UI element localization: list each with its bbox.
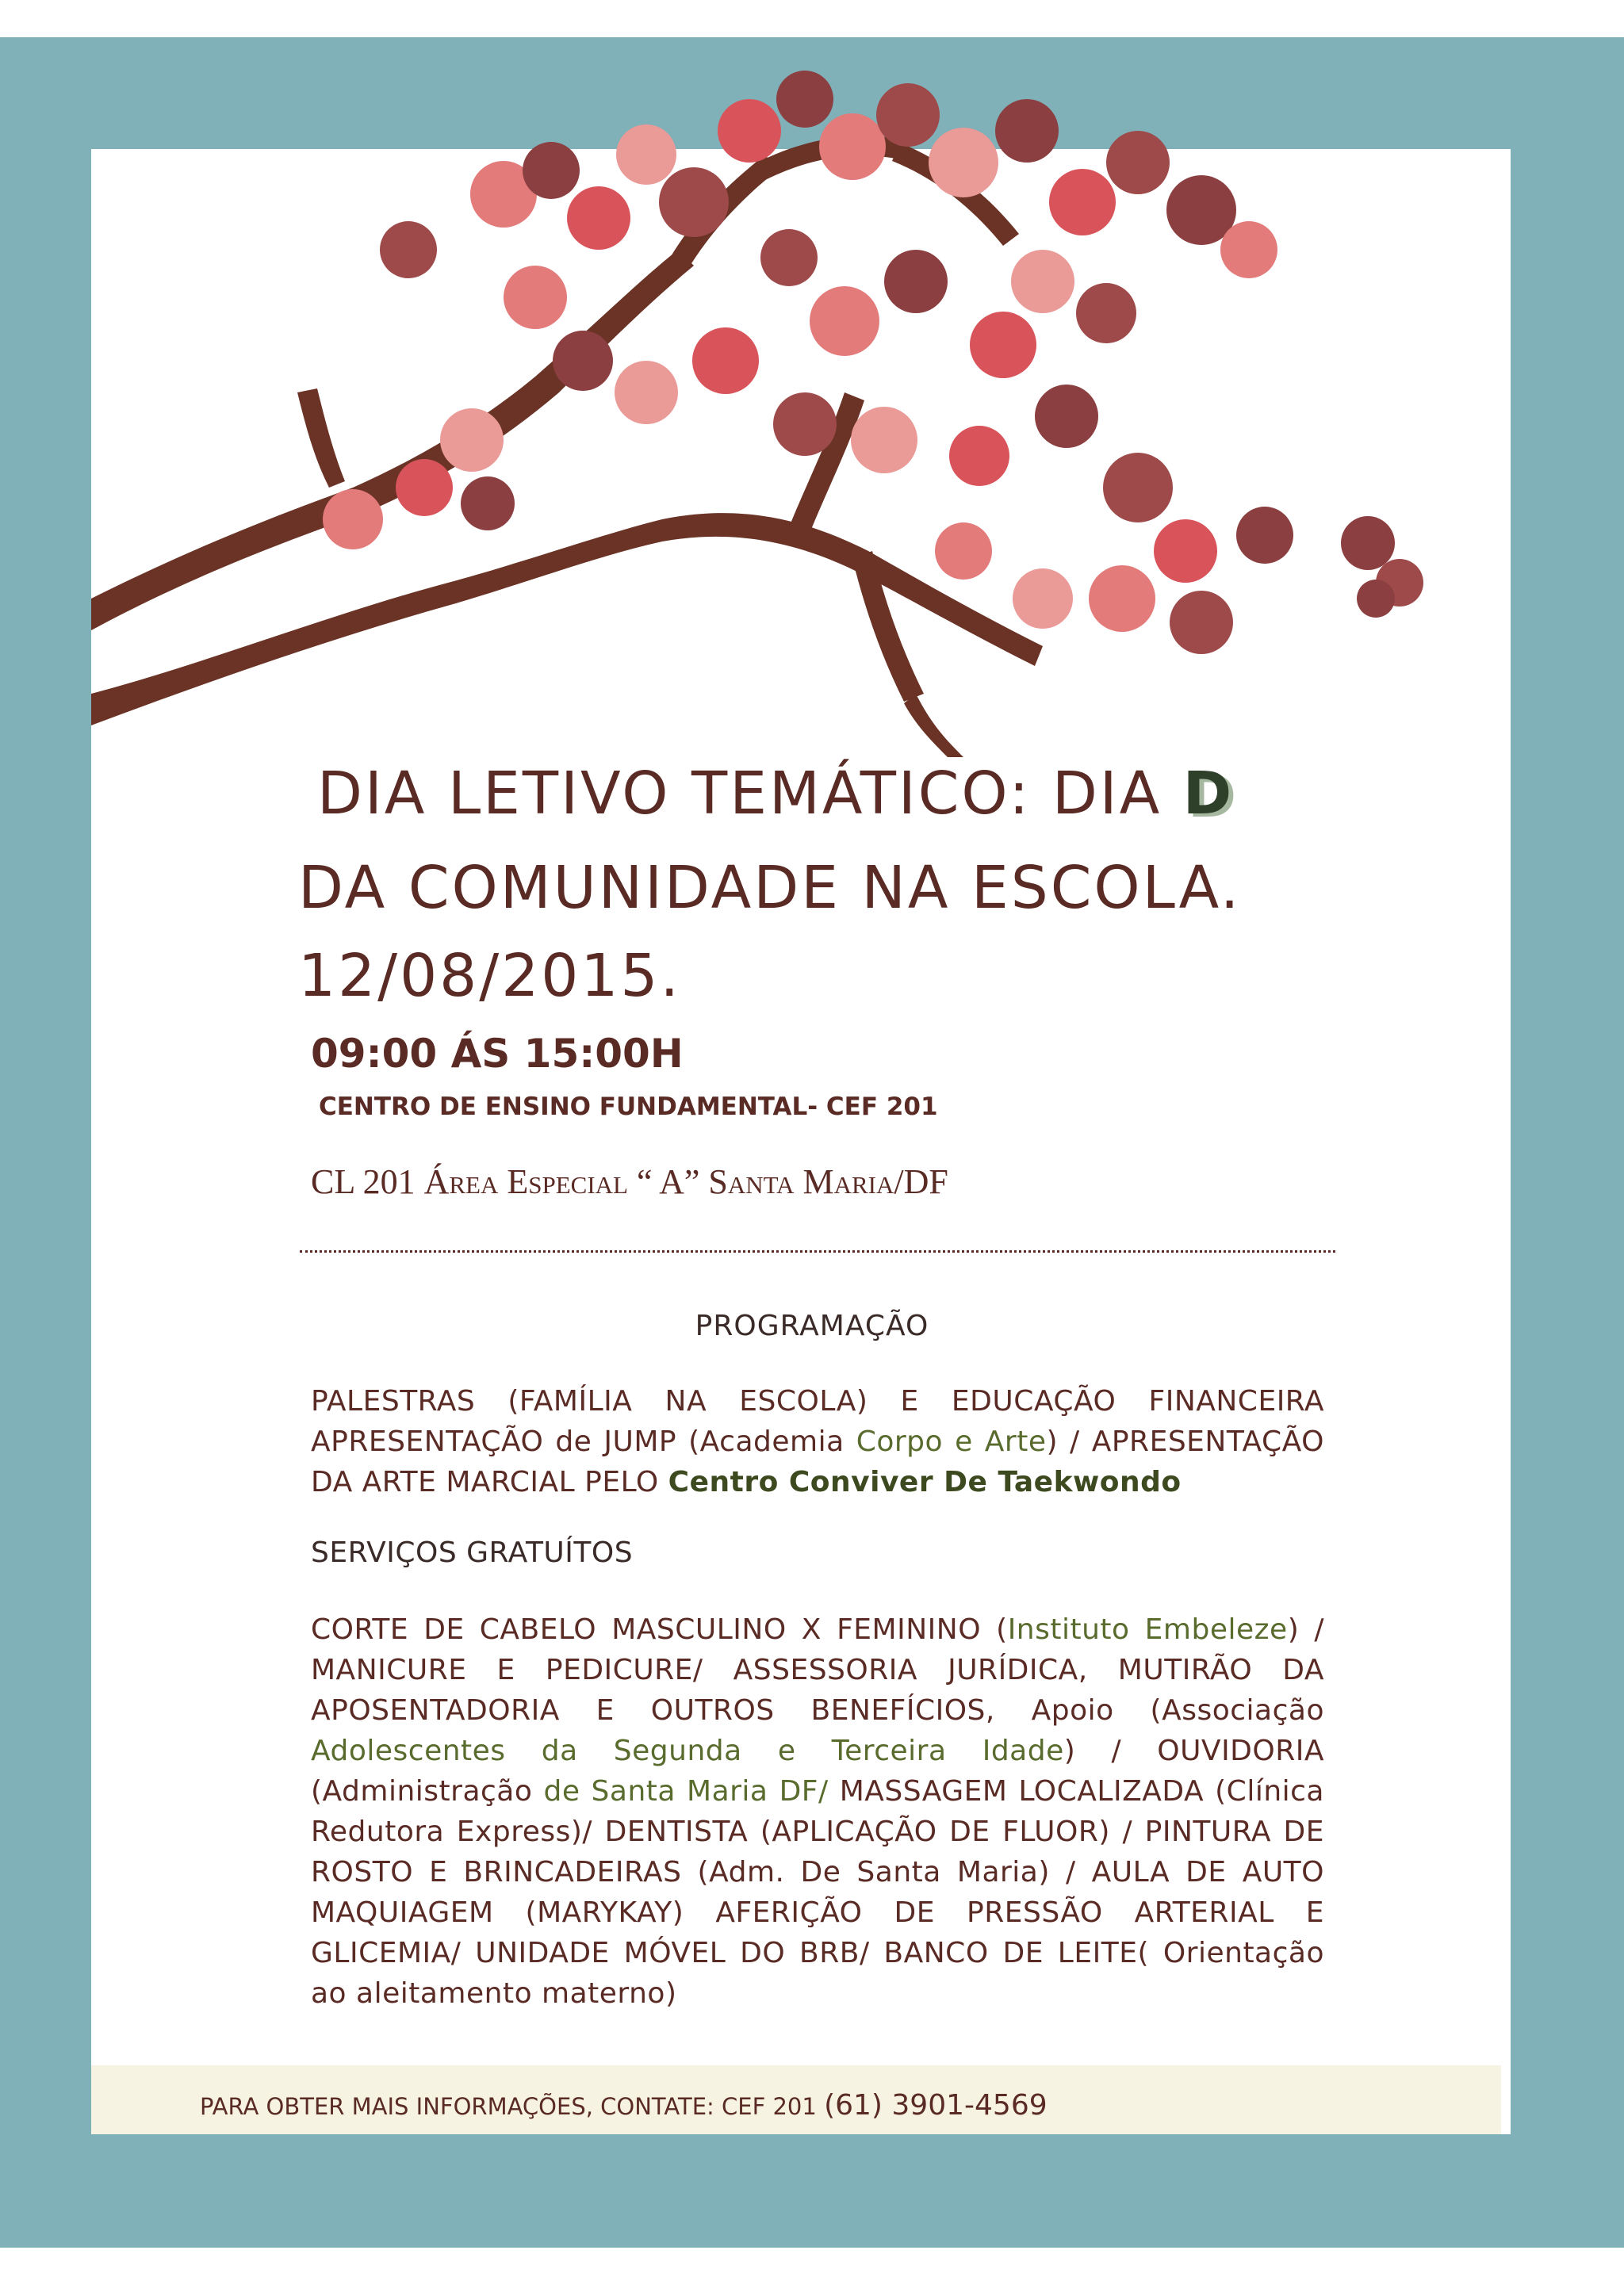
title-text: DIA LETIVO TEMÁTICO: DIA (317, 760, 1183, 828)
footer-contact (200, 2089, 1048, 2122)
servicos-text-part: ) / MANICURE E PEDICURE/ ASSESSORIA JURÍDICA, MUTIRÃO DA APOSENTADORIA E OUTROS BENEFÍCIOS, Apoio (Associação (311, 1613, 1324, 1727)
title-big-letter: D (1182, 760, 1232, 828)
association-name: Adolescentes da Segunda e Terceira Idade (311, 1735, 1064, 1767)
programacao-text-part: PALESTRAS (FAMÍLIA NA ESCOLA) E EDUCAÇÃO FINANCEIRA APRESENTAÇÃO de JUMP (Academia (311, 1385, 1324, 1458)
dotted-divider (300, 1250, 1335, 1253)
event-time: 09:00 ÁS 15:00H (311, 1031, 684, 1077)
poster-title-line-2: DA COMUNIDADE NA ESCOLA. (298, 854, 1242, 922)
programacao-heading: PROGRAMAÇÃO (695, 1310, 929, 1342)
institute-name: Instituto Embeleze (1007, 1613, 1288, 1646)
administration-name: de Santa Maria DF/ (543, 1775, 829, 1808)
servicos-text-part: CORTE DE CABELO MASCULINO X FEMININO ( (311, 1613, 1008, 1646)
taekwondo-center-name: Centro Conviver De Taekwondo (668, 1466, 1182, 1498)
servicos-text (311, 1609, 1324, 2014)
servicos-text-part: ) / OUVIDORIA (Administração (311, 1735, 1324, 1808)
school-name: CENTRO DE ENSINO FUNDAMENTAL- CEF 201 (319, 1093, 938, 1121)
poster-date: 12/08/2015. (298, 942, 682, 1010)
academy-name: Corpo e Arte (856, 1425, 1047, 1458)
programacao-text (311, 1381, 1324, 1502)
servicos-heading: SERVIÇOS GRATUÍTOS (311, 1536, 634, 1569)
programacao-text-part: ) / APRESENTAÇÃO DA ARTE MARCIAL PELO (311, 1425, 1324, 1498)
blossom-branch-illustration (91, 44, 1439, 757)
servicos-text-part: MASSAGEM LOCALIZADA (Clínica Redutora Express)/ DENTISTA (APLICAÇÃO DE FLUOR) / PINTURA DE ROSTO E BRINCADEIRAS (Adm. De Santa Maria) / AULA DE AUTO MAQUIAGEM (MARYKAY) AFERIÇÃO DE PRESSÃO ARTERIAL E GLICEMIA/ UNIDADE MÓVEL DO BRB/ BANCO DE LEITE( Orientação ao aleitamento materno) (311, 1775, 1324, 2010)
footer-label: PARA OBTER MAIS INFORMAÇÕES, CONTATE: CEF 201 (200, 2093, 825, 2120)
footer-phone: (61) 3901-4569 (824, 2089, 1048, 2122)
poster-title-line-1 (317, 760, 1231, 828)
school-address: CL 201 Área Especial “ A” Santa Maria/DF (311, 1162, 948, 1201)
